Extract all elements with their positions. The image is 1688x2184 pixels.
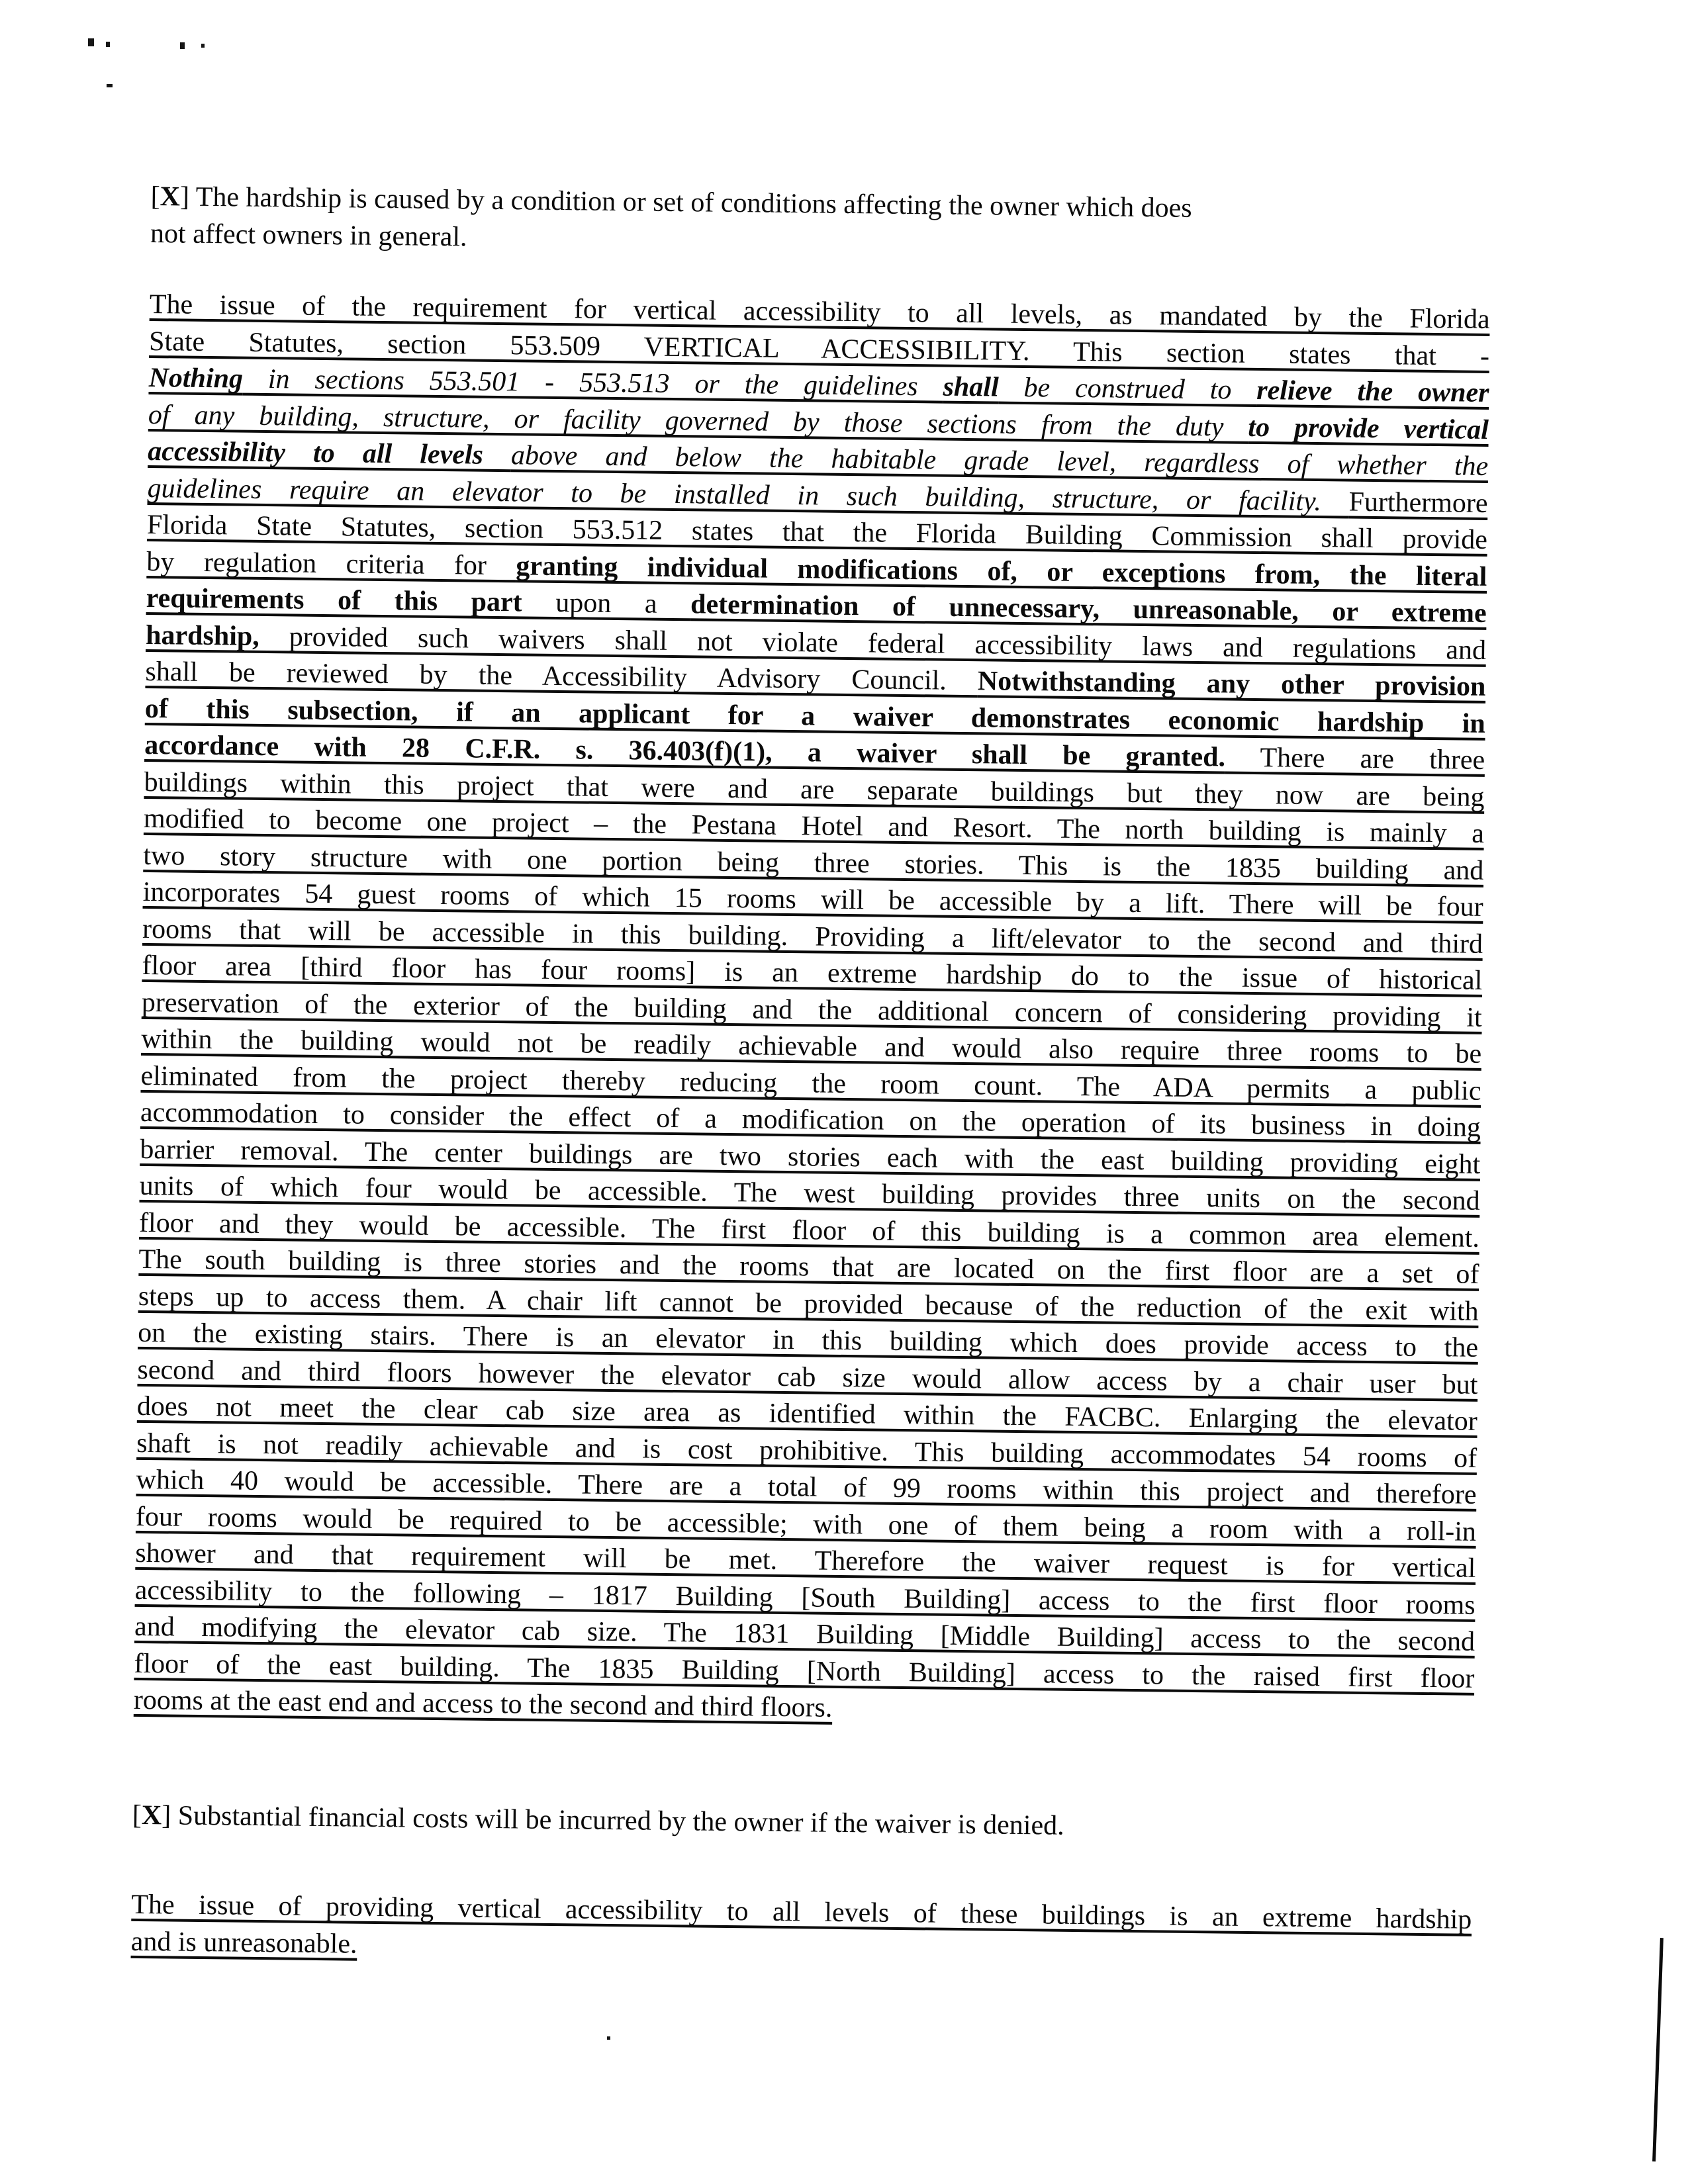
text-segment: accordance with 28 C.F.R. s. 36.403(f)(1), a waiver shall be granted. <box>144 729 1226 773</box>
text-segment: State Statutes, section 553.509 VERTICAL ACCESSIBILITY. This section states that - <box>148 326 1490 372</box>
text-segment: and is unreasonable. <box>130 1926 357 1960</box>
text-segment: of any building, structure, or facility governed by those sections from the duty <box>148 399 1248 443</box>
text-segment: four rooms would be required to be accessible; with one of them being a room with a roll-in <box>135 1501 1477 1547</box>
text-segment: ] Substantial financial costs will be incurred by the owner if the waiver is denied. <box>162 1799 1064 1841</box>
text-segment: units of which four would be accessible. The west building provides three units on the second <box>139 1170 1480 1216</box>
text-segment: shaft is not readily achievable and is cost prohibitive. This building accommodates 54 rooms of <box>136 1428 1477 1474</box>
text-segment: [ <box>132 1799 142 1831</box>
text-segment: accessibility to the following – 1817 Building [South Building] access to the first floor rooms <box>134 1574 1476 1621</box>
text-segment: within the building would not be readily achievable and would also require three rooms to be <box>140 1023 1482 1069</box>
text-segment: provided such waivers shall not violate federal accessibility laws and regulations and <box>289 621 1487 666</box>
text-segment: guidelines require an elevator to be installed in such building, structure, or facility. <box>147 473 1349 518</box>
text-segment: granting individual modifications of, or exceptions from, the literal <box>516 550 1487 592</box>
text-segment: above and below the habitable grade level, regardless of whether the <box>510 440 1489 482</box>
scan-speck <box>106 42 110 47</box>
text-segment: ] The hardship is caused by a condition or set of conditions affecting the owner which does <box>179 181 1192 224</box>
scan-line-artifact <box>1652 1938 1664 2161</box>
financial-costs-statement <box>132 1797 1473 1848</box>
text-segment: relieve the owner <box>1256 375 1489 408</box>
text-segment: upon a <box>555 587 691 620</box>
text-segment: requirements of this part <box>146 582 556 618</box>
text-segment: does not meet the clear cab size area as identified within the FACBC. Enlarging the elevator <box>136 1390 1478 1437</box>
scan-speck <box>607 2036 610 2040</box>
scan-speck <box>201 44 205 48</box>
scan-speck <box>180 42 185 49</box>
text-segment: X <box>160 181 181 212</box>
text-segment: which 40 would be accessible. There are a total of 99 rooms within this project and therefore <box>136 1464 1477 1510</box>
text-segment: modified to become one project – the Pestana Hotel and Resort. The north building is mainly a <box>143 803 1485 849</box>
text-segment: determination of unnecessary, unreasonable, or extreme <box>690 589 1487 629</box>
text-segment: shall be reviewed by the Accessibility Advisory Council. <box>145 656 978 697</box>
text-segment: two story structure with one portion being three stories. This is the 1835 building and <box>143 840 1484 886</box>
text-segment: to provide vertical <box>1248 412 1489 445</box>
text-segment: accommodation to consider the effect of a modification on the operation of its business in doing <box>140 1097 1481 1143</box>
text-segment: buildings within this project that were and are separate buildings but they now are being <box>144 766 1485 813</box>
text-segment: floor and they would be accessible. The first floor of this building is a common area element. <box>138 1207 1480 1253</box>
text-segment: be construed to <box>998 372 1257 406</box>
text-segment: rooms at the east end and access to the second and third floors. <box>133 1684 833 1723</box>
text-segment: accessibility to all levels <box>148 435 512 471</box>
text-segment: The issue of the requirement for vertical accessibility to all levels, as mandated by the Florida <box>149 289 1490 335</box>
text-segment: rooms that will be accessible in this building. Providing a lift/elevator to the second and third <box>142 913 1483 960</box>
hardship-condition-statement <box>150 179 1491 267</box>
text-segment: hardship, <box>145 619 290 652</box>
text-segment: on the existing stairs. There is an elevator in this building which does provide access to the <box>137 1317 1479 1363</box>
text-segment: by regulation criteria for <box>146 546 516 581</box>
text-segment: incorporates 54 guest rooms of which 15 rooms will be accessible by a lift. There will be four <box>142 876 1483 923</box>
extreme-hardship-conclusion <box>130 1887 1472 1976</box>
text-segment: not affect owners in general. <box>150 218 467 252</box>
text-segment: shower and that requirement will be met. Therefore the waiver request is for vertical <box>135 1537 1476 1584</box>
text-segment: steps up to access them. A chair lift cannot be provided because of the reduction of the exit with <box>138 1281 1479 1327</box>
text-segment: preservation of the exterior of the building and the additional concern of considering providing it <box>141 987 1483 1033</box>
text-segment: [ <box>150 181 160 212</box>
text-segment: floor of the east building. The 1835 Building [North Building] access to the raised first floor <box>134 1648 1475 1694</box>
text-segment: and modifying the elevator cab size. The 1831 Building [Middle Building] access to the second <box>134 1611 1476 1657</box>
text-segment: floor area [third floor has four rooms] is an extreme hardship do to the issue of historical <box>142 950 1483 996</box>
text-segment: Notwithstanding any other provision <box>977 666 1486 702</box>
text-line <box>132 1797 1473 1848</box>
scan-speck <box>88 38 94 46</box>
document-text-block <box>130 179 1491 1976</box>
text-segment: eliminated from the project thereby reducing the room count. The ADA permits a public <box>140 1060 1481 1107</box>
text-segment: second and third floors however the elevator cab size would allow access by a chair user but <box>137 1354 1478 1400</box>
scan-speck <box>107 84 113 87</box>
statute-argument-paragraph <box>134 287 1490 1734</box>
text-segment: in sections 553.501 - 553.513 or the guidelines <box>242 363 943 402</box>
text-segment: Florida State Statutes, section 553.512 states that the Florida Building Commission shall provide <box>146 509 1488 555</box>
text-segment: shall <box>943 371 999 403</box>
text-segment: Furthermore <box>1348 486 1488 519</box>
text-segment: The south building is three stories and the rooms that are located on the first floor are a set of <box>138 1244 1479 1290</box>
text-segment: barrier removal. The center buildings are two stories each with the east building providing eight <box>140 1134 1481 1180</box>
text-segment: There are three <box>1225 742 1485 776</box>
text-segment: Nothing <box>148 362 244 394</box>
text-segment: The issue of providing vertical accessibility to all levels of these buildings is an extreme hardship <box>131 1889 1472 1935</box>
text-segment: of this subsection, if an applicant for a waiver demonstrates economic hardship in <box>144 693 1486 739</box>
text-segment: X <box>141 1799 162 1831</box>
